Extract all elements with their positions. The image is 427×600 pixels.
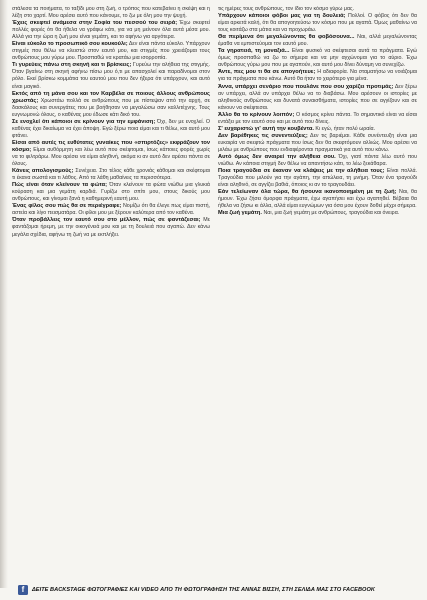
question-text: Τι γυρεύεις πάνω στη σκηνή και τι βρίσκεις; xyxy=(12,62,132,69)
qa-block xyxy=(218,210,417,217)
answer-text: Ναι, μια ζωή γεμάτη με ανθρώπους, τραγούδια και όνειρα. xyxy=(263,210,400,217)
question-text: Εκτός από τη μάνα σου και τον Καρβέλα σε ποιους άλλους ανθρώπους χρωστάς; xyxy=(12,90,210,104)
question-text: Ποια τραγούδια σε έκαναν να κλάψεις με την αλήθεια τους; xyxy=(218,168,385,175)
answer-text: τις ημέρες τους ανθρώπους, τον ίδιο τον κόσμο γύρω μας. xyxy=(218,6,355,12)
qa-block xyxy=(218,154,417,168)
answer-text: Γυρεύω την αλήθεια της στιγμής. Όταν βγαίνω στη σκηνή αφήνω πίσω μου ό,τι με απασχολεί και παραδίνομαι στον ρόλο. Εκεί βρίσκω κομμάτια του εαυτού μου που δεν ήξερα ότι υπάρχουν, και αυτό είναι μαγικό. xyxy=(12,62,210,90)
question-text: Άννα, υπάρχει σενάριο που πουλάνε που σου χαρίζει προτιμάς; xyxy=(218,83,394,90)
answer-text: στάλεσα τα ποιήματα, το ταξίδι μου στη ζωή, ο τρόπος που κατεβαίνει η σκέψη και η λέξη στο χαρτί. Μου αρέσει αυτό που κάνουμε, το ζω με όλη μου την ψυχή. xyxy=(12,6,210,20)
qa-block xyxy=(12,6,210,20)
qa-block xyxy=(12,41,210,62)
question-text: Πώς είναι όταν κλείνουν τα φώτα; xyxy=(12,182,107,189)
facebook-promo-footer xyxy=(18,584,418,596)
answer-text: Δεν ξέρω αν υπάρχει, αλλά αν υπάρχει θέλω να το διαβάσω. Μου αρέσουν οι ιστορίες με αληθινούς ανθρώπους και δυνατά συναισθήματα, ιστορίες που σε αγγίζουν και σε κάνουν να σκέφτεσαι. xyxy=(218,83,417,111)
qa-block xyxy=(218,69,417,83)
answer-text: Δεν τις βαριέμαι. Κάθε συνέντευξη είναι μια ευκαιρία να σκεφτώ πράγματα που ίσως δεν θα σκεφτόμουν αλλιώς. Μου αρέσει να μιλάω με ανθρώπους που ενδιαφέρονται πραγματικά για αυτό που κάνω. xyxy=(218,132,417,153)
answer-text: Είναι πολλά. Τραγούδια που μιλούν για την αγάπη, την απώλεια, τη μνήμη. Όταν ένα τραγούδι είναι αληθινό, σε αγγίζει βαθιά, όποιος κι αν το τραγουδάει. xyxy=(218,168,417,189)
qa-block xyxy=(218,84,417,112)
facebook-promo-text: ΔΕΙΤΕ BACKSTAGE ΦΩΤΟΓΡΑΦΙΕΣ ΚΑΙ VIDEO ΑΠΟ ΤΗ ΦΩΤΟΓΡΑΦΗΣΗ ΤΗΣ ΑΝΝΑΣ ΒΙΣΣΗ, ΣΤΗ ΣΕΛΙΔΑ ΜΑΣ ΣΤΟ FACEBOOK xyxy=(32,587,375,593)
qa-block xyxy=(12,182,210,203)
qa-block xyxy=(218,13,417,34)
qa-block xyxy=(12,20,210,41)
question-text: Σ' ευχαριστώ γι' αυτή την κουβέντα. xyxy=(218,125,314,132)
qa-block xyxy=(218,48,417,69)
answer-text: Ο κόσμος κρίνει πάντα. Το σημαντικό είναι να είσαι εντάξει με τον εαυτό σου και με αυτό που δίνεις. xyxy=(218,111,417,125)
answer-text: Κι εγώ, ήταν πολύ ωραία. xyxy=(315,125,376,132)
answer-text: Όταν κλείνουν τα φώτα νιώθω μια γλυκιά κούραση και μια γεμάτη καρδιά. Γυρίζω στο σπίτι μου, στους δικούς μου ανθρώπους, και γίνομαι ξανά η καθημερινή εαυτή μου. xyxy=(12,182,210,203)
interview-column-right xyxy=(218,6,417,578)
qa-block xyxy=(218,112,417,126)
question-text: Δεν βαρέθηκες τις συνεντεύξεις; xyxy=(218,132,308,139)
qa-block xyxy=(12,119,210,140)
answer-text: Συνέχεια. Στο τέλος κάθε χρονιάς κάθομαι και σκέφτομαι τι έκανα σωστά και τι λάθος. Από τα λάθη μαθαίνεις τα περισσότερα. xyxy=(12,168,210,182)
question-text: Κάνεις απολογισμούς; xyxy=(12,168,74,175)
answer-text: Ναι, αλλά μεγαλώνοντας έμαθα να εμπιστεύομαι τον εαυτό μου. xyxy=(218,34,417,48)
answer-text: Όχι, γιατί πάντα λέω αυτό που νιώθω. Αν κάποια στιγμή δεν θέλω να απαντήσω κάτι, το λέω ξεκάθαρα. xyxy=(218,153,417,168)
answer-text: Ναι, θα ήμουν. Έχω ζήσει όμορφα πράγματα, έχω αγαπήσει και έχω αγαπηθεί. Βέβαια θα ήθελα να ζήσω κι άλλα, αλλά είμαι ευγνώμων για όσα μου έχουν δοθεί μέχρι σήμερα. xyxy=(218,189,417,210)
qa-block xyxy=(218,126,417,133)
interview-column-left xyxy=(12,6,210,578)
answer-text: Πολλοί. Ο φόβος ότι δεν θα είμαι αρκετά καλή, ότι θα απογοητεύσω τον κόσμο που με αγαπά. Όμως μαθαίνω να τους κοιτάζω στα μάτια και να προχωράω. xyxy=(218,13,417,34)
qa-block xyxy=(12,217,210,238)
question-text: Σε ενοχλεί ότι κάποιοι σε κρίνουν για την εμφάνιση; xyxy=(12,118,156,125)
answer-text: Δεν είναι πάντα εύκολο. Υπάρχουν στιγμές που θέλω να κλειστώ στον εαυτό μου, και στιγμές που χρειάζομαι τους ανθρώπους μου γύρω μου. Προσπαθώ να κρατάω μια ισορροπία. xyxy=(12,41,210,62)
question-text: Ένας φίλος σου πώς θα σε περιέγραφε; xyxy=(12,203,122,210)
qa-block xyxy=(218,168,417,189)
qa-block xyxy=(12,140,210,168)
qa-block xyxy=(12,168,210,182)
question-text: Τα γηρατειά, τη μοναξιά... xyxy=(218,48,290,55)
question-text: Εάν τελείωναν όλα τώρα, θα ήσουνα ικανοποιημένη με τη ζωή; xyxy=(218,189,397,196)
question-text: Άντε, πες μου τι θα σε απογοήτευε; xyxy=(218,69,316,76)
page-spine xyxy=(0,0,8,588)
question-text: Υπάρχουν κάποιοι φόβοι μας για τη δουλειά; xyxy=(218,13,346,20)
question-text: Αυτό όμως δεν αναιρεί την αλήθεια σου. xyxy=(218,153,336,160)
answer-text: Έχω σκεφτεί πολλές φορές ότι θα ήθελα να γράφω κάτι, για να μη μείνουν όλα αυτά μέσα μου. Αλλά για την ώρα η ζωή μου είναι γεμάτη, και το αφήνω για αργότερα. xyxy=(12,20,210,41)
answer-text: Νομίζω ότι θα έλεγε πως είμαι πιστή, αστεία και λίγο πεισματάρα. Οι φίλοι μου με ξέρουν καλύτερα από τον καθένα. xyxy=(12,203,210,217)
facebook-icon: f xyxy=(18,585,28,595)
qa-block xyxy=(12,203,210,217)
qa-block xyxy=(12,62,210,90)
qa-block xyxy=(12,91,210,119)
answer-text: Η αδιαφορία. Να σταματήσω να νοιάζομαι για τα πράγματα που κάνω. Αυτό θα ήταν το χειρότερο για μένα. xyxy=(218,69,417,83)
question-text: Είσαι από αυτές τις ευθύτατες γυναίκες που «σπιρτόζες» εκφράζουν τον κόσμο; xyxy=(12,139,210,153)
question-text: Άλλο θα το κρίνουν λοιπόν; xyxy=(218,111,295,118)
question-text: Έχεις σκεφτεί ανάμεσα στην Σοφία του πεσσού του σειρά; xyxy=(12,20,178,27)
qa-block xyxy=(218,189,417,210)
qa-block xyxy=(218,133,417,154)
answer-text: Χρωστάω πολλά σε ανθρώπους που με πίστεψαν από την αρχή, σε δασκάλους και συνεργάτες που με βοήθησαν να μεγαλώσω σαν καλλιτέχνης. Τους ευγνωμονώ όλους, ο καθένας μου έδωσε κάτι δικό του. xyxy=(12,97,210,118)
qa-block xyxy=(218,6,417,13)
question-text: Μια ζωή γεμάτη. xyxy=(218,210,262,217)
question-text: Θα περίμενα ότι μεγαλώνοντας θα φοβόσουνα... xyxy=(218,34,355,41)
answer-text: Με φαντάζομαι ήρεμη, με την οικογένειά μου και με τη δουλειά που αγαπώ. Δεν κάνω μεγάλα σχέδια, αφήνω τη ζωή να με εκπλήξει. xyxy=(12,217,210,238)
question-text: Όταν προβάλλεις τον εαυτό σου στο μέλλον, πώς σε φαντάζεσαι; xyxy=(12,217,201,224)
qa-block xyxy=(218,34,417,48)
answer-text: Όχι, δεν με ενοχλεί. Ο καθένας έχει δικαίωμα να έχει άποψη. Εγώ ξέρω ποια είμαι και τι θέλω, και αυτό μου φτάνει. xyxy=(12,118,210,139)
answer-text: Είμαι αυθόρμητη και λέω αυτό που σκέφτομαι, ίσως κάποιες φορές χωρίς να το φιλτράρω. Μου αρέσει να είμαι αληθινή, ακόμα κι αν αυτό δεν αρέσει πάντα σε όλους. xyxy=(12,146,210,168)
answer-text: Είναι φυσικό να σκέφτεσαι αυτά τα πράγματα. Εγώ όμως προσπαθώ να ζω το σήμερα και να μην αγχώνομαι για το αύριο. Έχω ανθρώπους γύρω μου που με αγαπούν, και αυτό μου δίνει δύναμη να συνεχίζω. xyxy=(218,48,417,69)
question-text: Είναι εύκολο το προσωπικό σου κουκούλι; xyxy=(12,41,128,48)
